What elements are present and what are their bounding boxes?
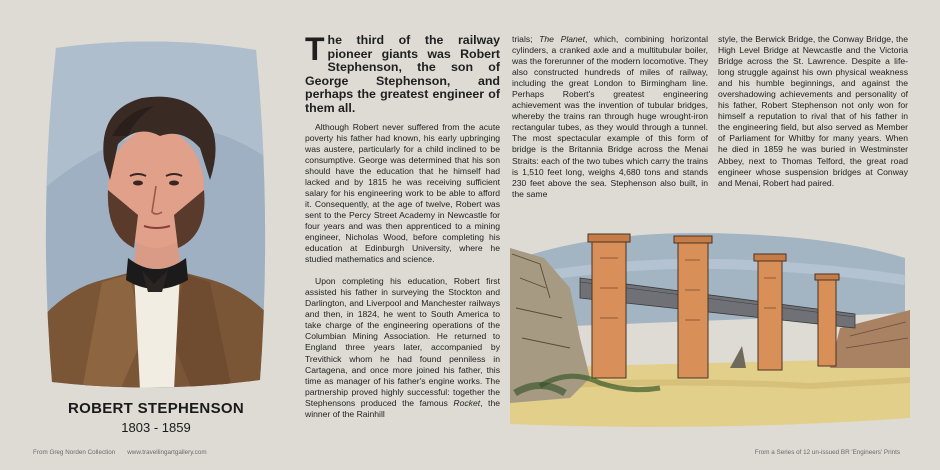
article-column-3 <box>718 34 908 189</box>
footer-credit <box>33 449 207 456</box>
portrait-illustration <box>42 40 270 390</box>
text-run: Upon completing his education, Robert first assisted his father in surveying the Stockton and Darlington, and Liverpool and Manchester railways and then, in 1824, he went to South America to take charge of the engineering operations of the Columbian Mining Association. He returned to England three years later, accompanied by Trevithick whom he had found penniless in Cartagena, and once more joined his father, this time as manager of his father's engine works. The partnership proved highly successful: together the Stephensons produced the famous <box>305 276 500 408</box>
paragraph-locomotives <box>512 34 708 200</box>
lead-paragraph <box>305 31 500 116</box>
paragraph-legacy: style, the Berwick Bridge, the Conway Bridge, the High Level Bridge at Newcastle and the Victoria Bridge across the St. Lawrence. Despite a life-long struggle against his own physical weakness and his humble beginnings, and against the overshadowing achievements and personality of his father, Robert Stephenson not only won for himself a reputation to rival that of his father in the engineering field, but also served as Member of Parliament for Whitby for many years. When he died in 1859 he was buried in Westminster Abbey, next to Thomas Telford, the great road engineer whose suspension bridges at Conway and Menai, Robert had paired. <box>718 34 908 188</box>
text-run: , which, combining horizontal cylinders, a cranked axle and a multitubular boiler, was the forerunner of the modern locomotive. They also constructed hundreds of miles of railway, including the great London to Birmingham line. Perhaps Robert's greatest engineering achievement was the invention of tubular bridges, whereby the trains ran through huge wrought-iron rectangular tubes, as they would through a tunnel. The most spectacular example of this form of bridge is the Britannia Bridge across the Menai Straits: each of the two tubes which carry the trains is 1,510 feet long, weighs 4,680 tons and stands 230 feet above the sea. Stephenson also built, in the same <box>512 34 708 199</box>
article-column-2 <box>512 34 708 200</box>
portrait-caption-name: ROBERT STEPHENSON <box>68 400 244 417</box>
footer-collection: From Greg Norden Collection <box>33 449 116 456</box>
portrait-caption-dates: 1803 - 1859 <box>121 420 191 435</box>
text-run: , the winner of the Rainhill <box>305 397 500 419</box>
lead-text: he third of the railway pioneer giants was Robert Stephenson, the son of George Stephenson, and perhaps the greatest engineer of them all. <box>305 33 500 115</box>
text-run-italic: Rocket <box>453 397 481 408</box>
article-column-1 <box>305 31 500 420</box>
drop-cap: T <box>305 31 325 67</box>
text-run: trials; <box>512 34 540 44</box>
text-run-italic: The Planet <box>539 34 585 44</box>
footer-website: www.travellingartgallery.com <box>127 449 207 456</box>
paragraph-education: Although Robert never suffered from the acute poverty his father had known, his early upbringing was austere, particularly for a child inclined to be consumptive. George was determined that his son should have the education that he himself had lacked and by 1815 he was receiving sufficient salary for his engineering work to be able to afford it. Consequently, at the age of twelve, Robert was sent to the Percy Street Academy in Newcastle for four years and was then apprenticed to a mining engineer, Nicholas Wood, before completing his education at Edinburgh University, where he studied mathematics and science. <box>305 121 500 265</box>
paragraph-career <box>305 276 500 420</box>
footer-series: From a Series of 12 un-issued BR 'Engineers' Prints <box>754 449 900 456</box>
bridge-illustration <box>510 218 910 430</box>
